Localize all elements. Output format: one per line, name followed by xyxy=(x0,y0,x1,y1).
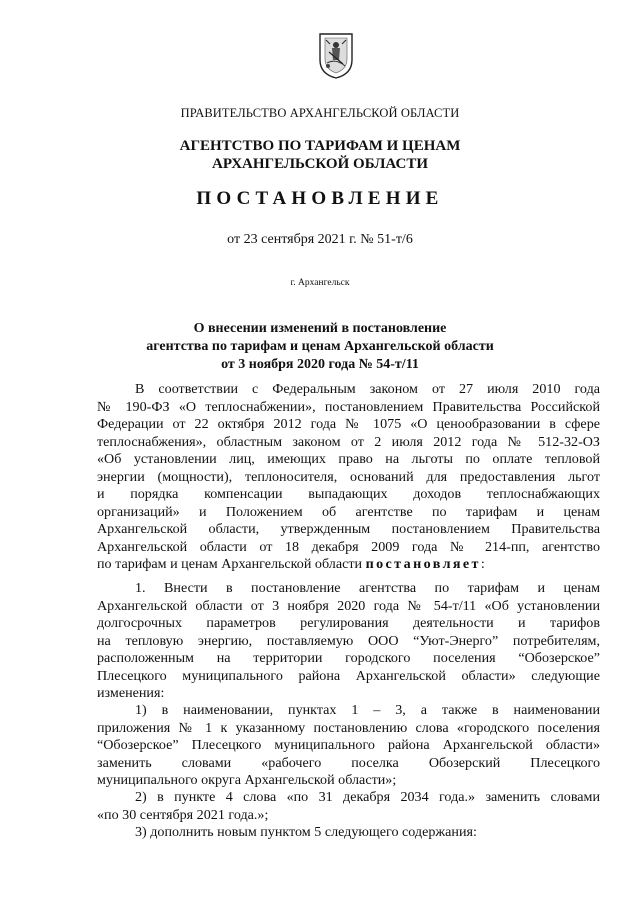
paragraph-item-1 xyxy=(97,580,600,703)
text-line: долгосрочных параметров регулирования деятельности и тарифов xyxy=(97,615,600,631)
text-line: на тепловую энергию, поставляемую ООО “Уют-Энерго” потребителям, xyxy=(97,632,600,649)
agency-name xyxy=(0,137,640,173)
text-line xyxy=(97,556,600,574)
text-line: В соответствии с Федеральным законом от 27 июля 2010 года xyxy=(135,381,600,397)
text-line: «по 30 сентября 2021 года.»; xyxy=(97,806,269,823)
text-line: приложения № 1 к указанному постановлению слова «городского поселения xyxy=(97,719,600,736)
document-subject xyxy=(0,320,640,374)
text-line: “Обозерское” Плесецкого муниципального района Архангельской области» xyxy=(97,737,600,753)
subject-line1: О внесении изменений в постановление xyxy=(193,321,447,336)
paragraph-subitem-3 xyxy=(97,824,600,842)
paragraph-subitem-1 xyxy=(97,702,600,790)
text-line: Архангельской области от 3 ноября 2020 года № 54-т/11 «Об установлении xyxy=(97,597,600,614)
text-line: «Об установлении лиц, имеющих право на льготы по оплате тепловой xyxy=(97,451,600,467)
text-line: 1. Внести в постановление агентства по тарифам и ценам xyxy=(135,580,600,596)
coat-of-arms-emblem xyxy=(317,30,355,80)
paragraph-preamble xyxy=(97,381,600,574)
resolves-word: постановляет xyxy=(365,556,481,572)
agency-name-line2: АРХАНГЕЛЬСКОЙ ОБЛАСТИ xyxy=(212,156,428,172)
text-line: 2) в пункте 4 слова «по 31 декабря 2034 года.» заменить словами xyxy=(135,789,600,805)
paragraph-subitem-2 xyxy=(97,789,600,824)
text-line: Архангельской области от 18 декабря 2009 года № 214-пп, агентство xyxy=(97,538,600,555)
subject-line3: от 3 ноября 2020 года № 54-т/11 xyxy=(221,357,419,372)
text-line: Плесецкого муниципального района Архангельской области» следующие xyxy=(97,667,600,684)
text-line: муниципального округа Архангельской области»; xyxy=(97,772,397,788)
text-line: 3) дополнить новым пунктом 5 следующего содержания: xyxy=(135,824,477,840)
text-line: заменить словами «рабочего поселка Обозерский Плесецкого xyxy=(97,754,600,771)
text-line: энергии (мощности), теплоносителя, оснований для предоставления льгот xyxy=(97,468,600,485)
text-line: организаций» и Положением об агентстве по тарифам и ценам xyxy=(97,503,600,520)
text-line: 1) в наименовании, пунктах 1 – 3, а также в наименовании xyxy=(135,702,600,718)
text-line: Федерации от 22 октября 2012 года № 1075 «О ценообразовании в сфере xyxy=(97,416,600,432)
agency-name-line1: АГЕНТСТВО ПО ТАРИФАМ И ЦЕНАМ xyxy=(179,138,461,154)
text-line: расположенным на территории городского поселения “Обозерское” xyxy=(97,650,600,666)
text-line: теплоснабжения», областным законом от 2 июля 2012 года № 512-32-ОЗ xyxy=(97,433,600,450)
text-line: изменения: xyxy=(97,685,165,701)
text-line: и порядка компенсации выпадающих доходов теплоснабжающих xyxy=(97,486,600,502)
text-span: по тарифам и ценам Архангельской области xyxy=(97,556,366,572)
document-city: г. Архангельск xyxy=(290,278,350,288)
subject-line2: агентства по тарифам и ценам Архангельской области xyxy=(146,339,494,354)
text-span: : xyxy=(480,556,485,572)
government-name: ПРАВИТЕЛЬСТВО АРХАНГЕЛЬСКОЙ ОБЛАСТИ xyxy=(180,106,460,120)
document-date-number: от 23 сентября 2021 г. № 51-т/6 xyxy=(227,232,413,247)
text-line: Архангельской области, утвержденным постановлением Правительства xyxy=(97,521,600,537)
document-type: ПОСТАНОВЛЕНИЕ xyxy=(196,188,444,209)
text-line: № 190-ФЗ «О теплоснабжении», постановлением Правительства Российской xyxy=(97,398,600,415)
